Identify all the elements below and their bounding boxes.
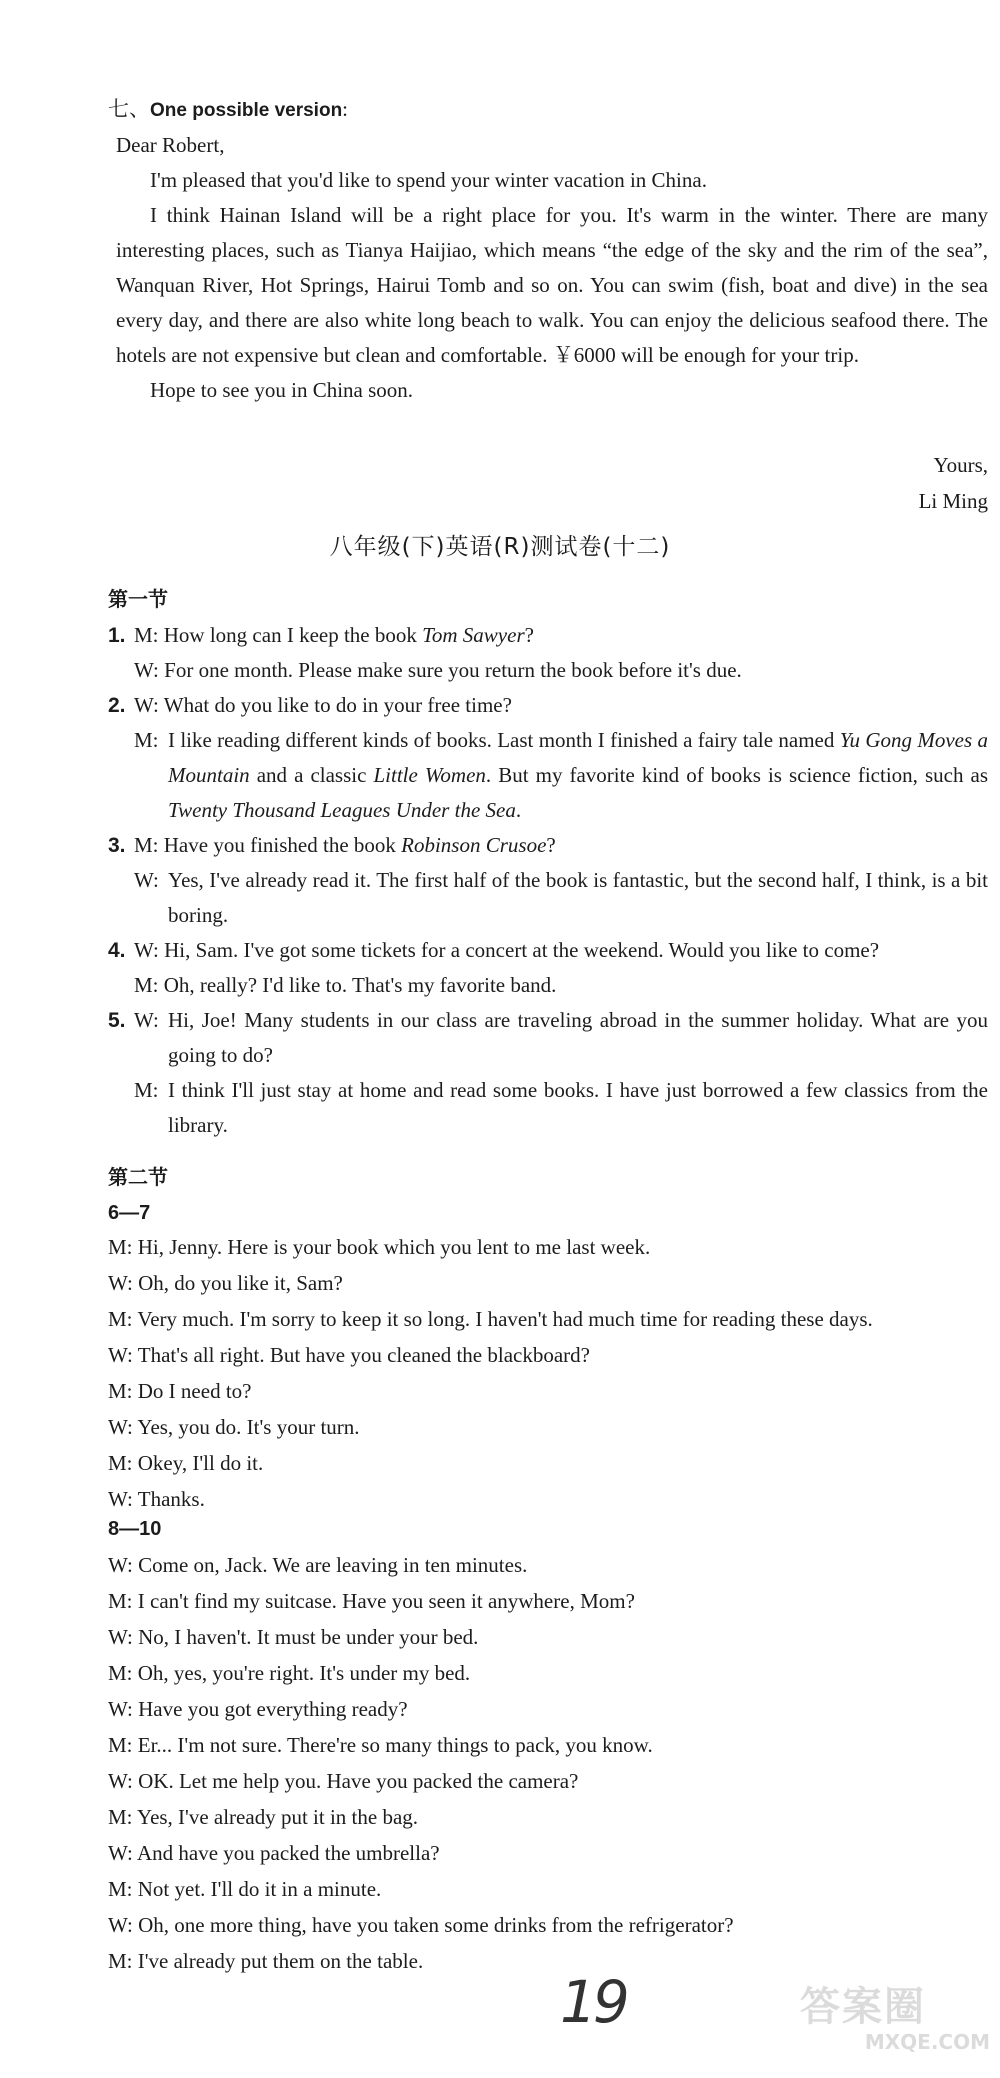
letter-closing: Yours, <box>933 453 988 477</box>
dialogue-line <box>108 1374 988 1410</box>
speaker: M: <box>134 623 159 647</box>
letter-paragraph-3: Hope to see you in China soon. <box>150 378 414 402</box>
watermark-url: MXQE.COM <box>864 2030 990 2054</box>
answer-line <box>108 1073 988 1143</box>
answer-line <box>108 653 988 688</box>
dialogue-line <box>108 1446 988 1482</box>
line-text: Oh, yes, you're right. It's under my bed. <box>137 1661 471 1685</box>
line-text: Oh, one more thing, have you taken some drinks from the refrigerator? <box>138 1913 734 1937</box>
question-number: 2. <box>108 694 126 717</box>
section-1-label: 第一节 <box>108 587 168 611</box>
section-1-questions <box>108 618 988 1143</box>
line-text: Have you got everything ready? <box>138 1697 408 1721</box>
line-text: Yes, I've already put it in the bag. <box>137 1805 419 1829</box>
line-text: . But my favorite kind of books is science fiction, such as <box>485 763 988 787</box>
question-number: 5. <box>108 1009 126 1032</box>
book-title: Yu Gong Moves a Mountain <box>168 728 988 787</box>
dialogue-line <box>108 1482 988 1518</box>
test-title: 八年级(下)英语(R)测试卷(十二) <box>329 534 671 560</box>
dialogue-line <box>108 1728 988 1764</box>
line-text: Do I need to? <box>137 1379 252 1403</box>
question-2 <box>108 688 988 723</box>
letter-signature: Li Ming <box>918 489 988 513</box>
line-text: Yes, I've already read it. The first half of the book is fantastic, but the second half, I think, is a bit boring. <box>168 868 988 927</box>
question-line <box>134 933 988 968</box>
speaker: W: <box>134 693 159 717</box>
speaker: W: <box>108 1769 133 1793</box>
speaker: M: <box>108 1379 133 1403</box>
speaker: W: <box>108 1553 133 1577</box>
answer-line <box>108 968 988 1003</box>
speaker: W: <box>134 868 159 892</box>
letter-paragraph-2: I think Hainan Island will be a right place for you. It's warm in the winter. There are many interesting places, such as Tianya Haijiao, which means “the edge of the sky and the rim of the sea”, Wanquan River, Hot Springs, Hairui Tomb and so on. You can swim (fish, boat and dive) in the sea every day, and there are also white long beach to walk. You can enjoy the delicious seafood there. The hotels are not expensive but clean and comfortable. ￥6000 will be enough for your trip. <box>116 203 988 367</box>
question-4 <box>108 933 988 968</box>
question-line <box>134 618 988 653</box>
watermark-logo <box>800 1984 990 2068</box>
line-text: What do you like to do in your free time? <box>163 693 512 717</box>
speaker: W: <box>108 1841 133 1865</box>
speaker: M: <box>108 1235 133 1259</box>
line-text: I think I'll just stay at home and read some books. I have just borrowed a few classics from the library. <box>168 1078 988 1137</box>
line-text: For one month. Please make sure you return the book before it's due. <box>164 658 742 682</box>
line-text: I like reading different kinds of books. Last month I finished a fairy tale named <box>168 728 840 752</box>
page-number: 19 <box>560 1968 626 2036</box>
dialogue-line <box>108 1692 988 1728</box>
speaker: M: <box>108 1589 133 1613</box>
dialogue-line <box>108 1548 988 1584</box>
speaker: W: <box>108 1415 133 1439</box>
line-text: How long can I keep the book <box>163 623 423 647</box>
line-text: That's all right. But have you cleaned the blackboard? <box>137 1343 590 1367</box>
question-range-6-7: 6—7 <box>108 1202 151 1224</box>
speaker: M: <box>108 1949 133 1973</box>
line-text: Oh, really? I'd like to. That's my favorite band. <box>163 973 557 997</box>
line-text: Very much. I'm sorry to keep it so long. I haven't had much time for reading these days. <box>137 1307 873 1331</box>
question-range-8-10: 8—10 <box>108 1518 162 1540</box>
line-text: Thanks. <box>137 1487 205 1511</box>
question-number: 1. <box>108 624 126 647</box>
question-line <box>134 828 988 863</box>
line-text: Hi, Jenny. Here is your book which you lent to me last week. <box>137 1235 651 1259</box>
book-title: Robinson Crusoe <box>401 833 547 857</box>
dialogue-line <box>108 1620 988 1656</box>
question-number: 4. <box>108 939 126 962</box>
speaker: M: <box>108 1451 133 1475</box>
line-text: I can't find my suitcase. Have you seen it anywhere, Mom? <box>137 1589 635 1613</box>
line-text: I've already put them on the table. <box>137 1949 424 1973</box>
line-text: Oh, do you like it, Sam? <box>138 1271 343 1295</box>
dialogue-line <box>108 1302 988 1338</box>
line-end: . <box>515 798 522 822</box>
dialogue-line <box>108 1656 988 1692</box>
question-1 <box>108 618 988 653</box>
section-2-label: 第二节 <box>108 1165 168 1189</box>
dialogue-line <box>108 1338 988 1374</box>
letter-heading <box>108 92 348 128</box>
speaker: M: <box>134 1078 159 1102</box>
line-text: Okey, I'll do it. <box>137 1451 264 1475</box>
speaker: W: <box>108 1343 133 1367</box>
letter-salutation: Dear Robert, <box>116 133 225 157</box>
dialogue-line <box>108 1764 988 1800</box>
speaker: M: <box>108 1733 133 1757</box>
answer-line <box>108 723 988 828</box>
speaker: W: <box>108 1625 133 1649</box>
speaker: W: <box>108 1487 133 1511</box>
line-text: Yes, you do. It's your turn. <box>137 1415 360 1439</box>
line-text: Er... I'm not sure. There're so many things to pack, you know. <box>137 1733 653 1757</box>
speaker: W: <box>108 1913 133 1937</box>
dialogue-line <box>108 1836 988 1872</box>
speaker: M: <box>108 1307 133 1331</box>
speaker: M: <box>134 973 159 997</box>
speaker: M: <box>108 1661 133 1685</box>
dialogue-line <box>108 1800 988 1836</box>
book-title: Tom Sawyer <box>422 623 525 647</box>
speaker: W: <box>108 1271 133 1295</box>
question-3 <box>108 828 988 863</box>
heading-colon: : <box>342 97 349 121</box>
heading-prefix: 七、 <box>108 97 150 121</box>
line-end: ? <box>546 833 556 857</box>
speaker: W: <box>134 658 159 682</box>
watermark-text: 答案圈 <box>800 1984 926 2030</box>
line-text: Hi, Sam. I've got some tickets for a concert at the weekend. Would you like to come? <box>164 938 880 962</box>
heading-bold: One possible version <box>150 100 343 121</box>
speaker: M: <box>108 1805 133 1829</box>
speaker: W: <box>134 1008 159 1032</box>
dialogue-line <box>108 1230 988 1266</box>
line-text: Have you finished the book <box>163 833 402 857</box>
book-title: Twenty Thousand Leagues Under the Sea <box>168 798 516 822</box>
answer-line <box>108 863 988 933</box>
speaker: W: <box>108 1697 133 1721</box>
dialogue-line <box>108 1944 988 1980</box>
conversation-2 <box>108 1548 988 1980</box>
question-line <box>134 1003 988 1073</box>
dialogue-line <box>108 1266 988 1302</box>
dialogue-line <box>108 1872 988 1908</box>
line-text: and a classic <box>249 763 374 787</box>
question-5 <box>108 1003 988 1073</box>
question-number: 3. <box>108 834 126 857</box>
speaker: M: <box>134 833 159 857</box>
conversation-1 <box>108 1230 988 1518</box>
line-text: And have you packed the umbrella? <box>136 1841 440 1865</box>
line-text: Come on, Jack. We are leaving in ten minutes. <box>138 1553 528 1577</box>
dialogue-line <box>108 1908 988 1944</box>
line-text: OK. Let me help you. Have you packed the camera? <box>138 1769 579 1793</box>
line-text: Hi, Joe! Many students in our class are traveling abroad in the summer holiday. What are you going to do? <box>168 1008 988 1067</box>
line-text: Not yet. I'll do it in a minute. <box>137 1877 382 1901</box>
dialogue-line <box>108 1584 988 1620</box>
line-text: No, I haven't. It must be under your bed. <box>138 1625 479 1649</box>
dialogue-line <box>108 1410 988 1446</box>
letter-paragraph-1: I'm pleased that you'd like to spend your winter vacation in China. <box>150 168 707 192</box>
book-title: Little Women <box>373 763 486 787</box>
letter-body <box>108 128 988 408</box>
speaker: W: <box>134 938 159 962</box>
line-end: ? <box>524 623 534 647</box>
speaker: M: <box>134 728 159 752</box>
question-line <box>134 688 988 723</box>
speaker: M: <box>108 1877 133 1901</box>
